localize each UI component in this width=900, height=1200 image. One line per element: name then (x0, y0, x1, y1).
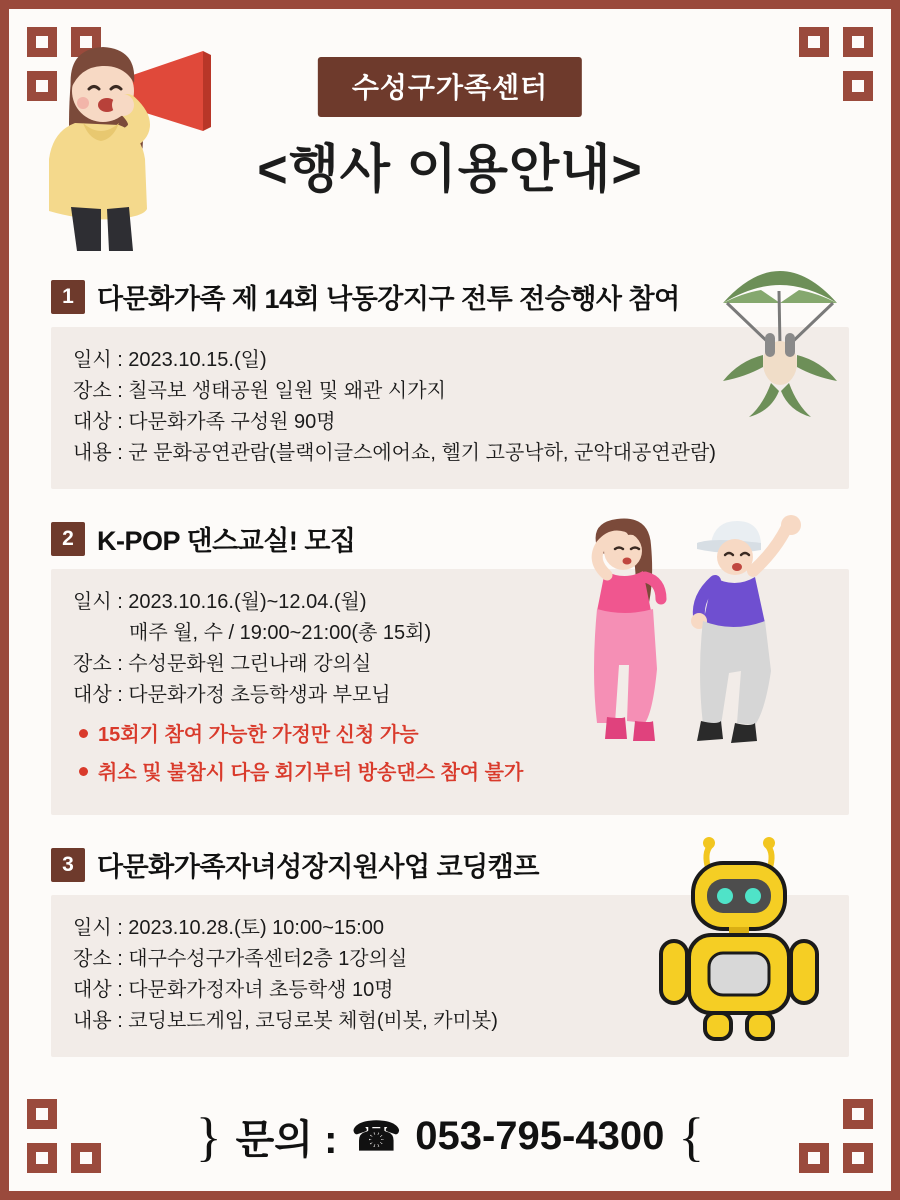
parachute-illustration (705, 255, 855, 425)
bullet-dot-icon (79, 729, 88, 738)
section-title: 다문화가족 제 14회 낙동강지구 전투 전승행사 참여 (97, 284, 680, 314)
info-line: 대상 : 다문화가정자녀 초등학생 10명 (73, 979, 394, 1001)
section-2 (51, 519, 849, 815)
info-line: 대상 : 다문화가족 구성원 90명 (73, 411, 336, 433)
megaphone-girl-illustration (31, 19, 241, 254)
info-line: 내용 : 코딩보드게임, 코딩로봇 체험(비봇, 카미봇) (73, 1010, 498, 1032)
section-3-body (51, 895, 849, 1057)
section-2-body (51, 569, 849, 815)
section-1 (51, 277, 849, 489)
info-line: 장소 : 대구수성구가족센터2층 1강의실 (73, 948, 408, 970)
section-number-badge: 3 (51, 848, 85, 882)
section-3 (51, 845, 849, 1057)
notice-text: 15회기 참여 가능한 가정만 신청 가능 (98, 724, 419, 746)
info-line: 장소 : 칠곡보 생태공원 일원 및 왜관 시가지 (73, 380, 446, 402)
dancers-illustration (527, 509, 847, 759)
info-line: 장소 : 수성문화원 그린나래 강의실 (73, 653, 372, 675)
info-line: 대상 : 다문화가정 초등학생과 부모님 (73, 684, 391, 706)
section-number-badge: 1 (51, 280, 85, 314)
info-line: 내용 : 군 문화공연관람(블랙이글스에어쇼, 헬기 고공낙하, 군악대공연관람) (73, 442, 716, 464)
contact-label: 문의 : (235, 1118, 338, 1162)
notice-text: 취소 및 불참시 다음 회기부터 방송댄스 참여 불가 (98, 762, 524, 784)
left-brace-icon: } (195, 1106, 222, 1167)
section-title: K-POP 댄스교실! 모집 (97, 526, 356, 556)
section-1-body (51, 327, 849, 489)
info-line: 일시 : 2023.10.16.(월)~12.04.(월) (73, 591, 367, 613)
bullet-dot-icon (79, 767, 88, 776)
info-line: 일시 : 2023.10.15.(일) (73, 349, 267, 371)
notice-bullet (73, 757, 827, 789)
info-line: 매주 월, 수 / 19:00~21:00(총 15회) (129, 622, 432, 644)
section-number-badge: 2 (51, 522, 85, 556)
contact-footer (9, 1108, 891, 1165)
contact-phone: 053-795-4300 (415, 1114, 665, 1158)
section-title: 다문화가족자녀성장지원사업 코딩캠프 (97, 852, 539, 882)
phone-icon: ☎ (351, 1114, 402, 1159)
page-title: <행사 이용안내> (257, 141, 643, 199)
info-line: 일시 : 2023.10.28.(토) 10:00~15:00 (73, 917, 384, 939)
poster-header (9, 9, 891, 259)
right-brace-icon: { (678, 1106, 705, 1167)
center-name-badge: 수성구가족센터 (318, 57, 582, 117)
robot-illustration (651, 837, 841, 1047)
